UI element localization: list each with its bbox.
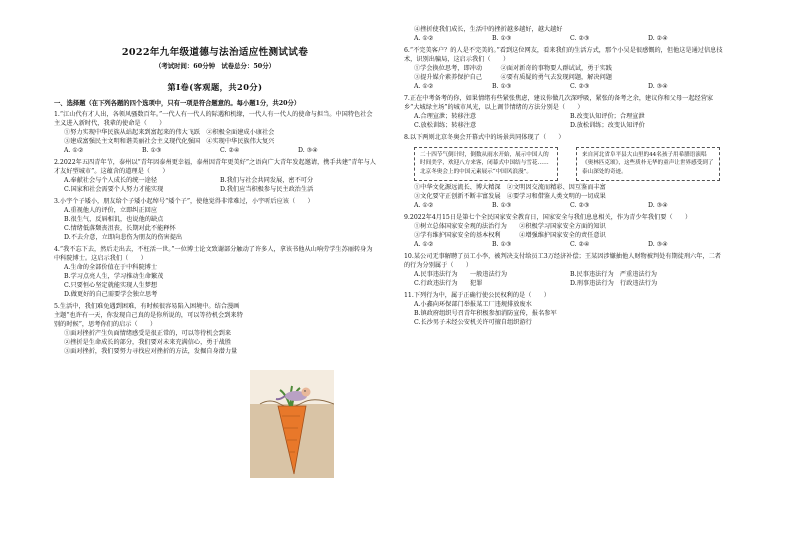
option-a[interactable]: A.重视他人的评价，立即纠正回应 <box>64 207 158 215</box>
left-column <box>54 0 376 357</box>
question-11 <box>404 292 726 328</box>
question-8 <box>404 134 726 211</box>
option-d[interactable]: D. ②④ <box>648 34 668 42</box>
question-stem: 11.下列行为中，属于正确行使公民权利的是（ ） <box>404 291 550 299</box>
option-a[interactable]: A. ①② <box>64 147 84 155</box>
option-d[interactable]: D. ③④ <box>648 82 668 90</box>
exam-title: 2022年九年级道德与法治适应性测试试卷 <box>121 47 309 58</box>
statement-line: ③面对挫折，我们要努力寻找应对挫折的方法，发掘自身潜力量 <box>64 347 238 355</box>
question-10 <box>404 253 726 289</box>
option-c[interactable]: C.只要恒心坚定就能实现人生梦想 <box>64 281 158 289</box>
question-6 <box>404 47 726 92</box>
statement-line: ③建成富强民主文明和谐美丽社会主义现代化强国 ④实现中华民族伟大复兴 <box>64 138 275 146</box>
option-d[interactable]: D.刑事违法行为 行政违法行为 <box>570 279 658 287</box>
option-d[interactable]: D.放松训练；改变认知评价 <box>570 121 645 129</box>
option-c[interactable]: C.国家和社会需要个人努力才能实现 <box>64 186 164 194</box>
question-5-continued <box>404 26 726 44</box>
option-b[interactable]: B. ①③ <box>142 147 162 155</box>
option-b[interactable]: B. ①③ <box>492 34 512 42</box>
material-box-2: 来自河北省阜平县大山里的44名孩子用希腊语演唱《奥林匹克颂》，这些质朴无华的童声让世界感受到了泰山深处的奇迹。 <box>576 147 720 181</box>
question-5 <box>54 303 376 357</box>
statement-line: ③文化要守正创新不断丰富发展 ④要学习和借鉴人类文明的一切成果 <box>414 192 606 200</box>
option-b[interactable]: B.改变认知评价；合理宣泄 <box>570 112 645 120</box>
option-c[interactable]: C.行政违法行为 犯罪 <box>414 279 483 287</box>
question-stem: 4.“我不忘下去，然后走出去，不枉活一世。”一位博士论文致谢部分触动了许多人，拿该书他从山响劳学生苏丽转身为中科院博士。这启示我们（ ） <box>54 245 373 262</box>
question-stem: 9.2022年4月15日是第七个全民国家安全教育日，国家安全与我们息息相关，作为青少年我们要（ ） <box>404 213 692 221</box>
option-c[interactable]: C.情绪低落颓丧沮丧，长期对此不能释怀 <box>64 225 176 233</box>
option-b[interactable]: B.我们与社会共同发展，密不可分 <box>220 177 314 185</box>
option-a[interactable]: A.民事违法行为 一般违法行为 <box>414 270 508 278</box>
option-d[interactable]: D.做更好的自己需要学会独立思考 <box>64 290 158 298</box>
option-a[interactable]: A. ①② <box>414 34 434 42</box>
section-one-heading: 一、选择题（在下列各题的四个选项中，只有一项是符合题意的。每小题1分，共20分） <box>54 100 301 108</box>
statement-line: ①学会换位思考，即冲动 ②面对新奇的事物要人群试试，勇于实践 <box>414 64 612 72</box>
option-c[interactable]: C.长沙男子未经公安机关许可擅自组织游行 <box>414 318 532 326</box>
cartoon-carrot-illustration <box>250 370 334 478</box>
question-stem: 8.以下两则北京冬奥会开幕式中的场景共同体现了（ ） <box>404 133 565 141</box>
question-9 <box>404 214 726 250</box>
question-7 <box>404 95 726 131</box>
option-b[interactable]: B.民事违法行为 严重违法行为 <box>570 270 657 278</box>
question-stem: 6.“不完美客户？的人是不完美的。”看到这位网友，看来我们的生活方式，那个小吴是很感慨的，但他这是通过信息技术，识别出骗局，这启示我们（ ） <box>404 46 723 63</box>
option-a[interactable]: A.小鑫向环保部门举报某工厂违规排放废水 <box>414 300 532 308</box>
option-b[interactable]: B.镇政府组织号召青年积极参加消防宣传，报名参军 <box>414 309 557 317</box>
option-c[interactable]: C. ②④ <box>570 240 590 248</box>
option-b[interactable]: B. ①③ <box>492 240 512 248</box>
statement-line: ③学有维护国家安全的基本权利 ④增强维护国家安全的责任意识 <box>414 231 606 239</box>
question-stem: 7.正在中考备考的你，如果情绪有些紧张焦虑，建议你做几次深呼吸，紧张的备考之余，建议你和父母一起经营家乡“大城绿主场”的城市风光，以上调节情绪的方法分别是（ ） <box>404 94 714 111</box>
statement-line: ③提升媒介素养保护自己 ④要有质疑的勇气去发现问题，解决问题 <box>414 73 612 81</box>
part-one-heading: 第Ⅰ卷(客观题，共20分) <box>167 82 263 93</box>
question-2 <box>54 159 376 195</box>
question-stem: 1.“江山代有才人出，各领风骚数百年。”一代人有一代人的际遇和机缘，一代人有一代人的使命与担当。中国特色社会主义进入新时代，我辈的使命是（ ） <box>54 111 373 128</box>
option-a[interactable]: A.合理宣泄；转移注意 <box>414 112 477 120</box>
option-a[interactable]: A.生命的全部价值在于中科院博士 <box>64 263 158 271</box>
option-b[interactable]: B.学习点亮人生，学习推动生命繁茂 <box>64 272 164 280</box>
option-c[interactable]: C. ②③ <box>570 201 590 209</box>
option-a[interactable]: A. ①② <box>414 240 434 248</box>
option-d[interactable]: D. ③④ <box>298 147 318 155</box>
question-stem: 3.小宇个子矮小，朋友给个子矮小起绰号“矮个子”，使他觉得非常难过，小宇听后应该（ ） <box>54 198 314 206</box>
statement-line: ①面对挫折产生负面情绪感受是很正常的，可以等待机会到来 <box>64 329 232 337</box>
question-stem: 10.某公司无事解聘了员工小李，被判决支付给员工3万经济补偿；王某因涉嫌抽他人财物被判处有期徒刑六年，二者的行为分别属于（ ） <box>404 252 721 269</box>
option-c[interactable]: C.放松训练；转移注意 <box>414 121 477 129</box>
statement-line: ①树立总体国家安全观的法治行为 ②积极学习国家安全方面的知识 <box>414 222 606 230</box>
option-d[interactable]: D. ③④ <box>648 201 668 209</box>
right-column <box>404 0 726 328</box>
option-c[interactable]: C. ②③ <box>570 34 590 42</box>
question-stem: 2.2022年五四青年节，泰州以“青年因泰州更幸福，泰州因青年更美好”之语向广大青年发起邀请，携手共建“青年与人才友好型城市”。这蕴含的道理是（ ） <box>54 159 376 176</box>
option-a[interactable]: A. ①② <box>414 82 434 90</box>
option-b[interactable]: B. ①③ <box>492 82 512 90</box>
statement-line: ①中华文化源远流长、博大精深 ②文明因交流而精彩、因互鉴而丰富 <box>414 183 606 191</box>
question-4 <box>54 246 376 300</box>
option-a[interactable]: A. ①② <box>414 201 434 209</box>
question-3 <box>54 198 376 243</box>
exam-subtitle: （考试时间：60分钟 试卷总分：50分） <box>154 61 276 70</box>
question-stem: 5.生活中，我们难免遇到困难，有时候很容易陷入困境中。结合漫画主题“也许有一天，你发现自己真的是你所说的，可以等待机会到来特别的时候”，思考你们的启示（ ） <box>54 302 243 328</box>
option-a[interactable]: A.奉献社会与个人成长的统一途径 <box>64 177 158 185</box>
option-b[interactable]: B. ①③ <box>492 201 512 209</box>
option-b[interactable]: B.很生气，反唇相讥，也说他的缺点 <box>64 216 164 224</box>
statement-line: ②挫折是生命成长的部分，我们要对未来充满信心，勇于战胜 <box>64 338 232 346</box>
question-1 <box>54 111 376 156</box>
option-d[interactable]: D. ③④ <box>648 240 668 248</box>
statement-line: ④挫折使我们成长，生活中的挫折越多越好，越大越好 <box>414 26 563 33</box>
option-c[interactable]: C. ②④ <box>220 147 240 155</box>
option-d[interactable]: D.我们应当积极参与民主政治生活 <box>220 186 314 194</box>
option-c[interactable]: C. ②③ <box>570 82 590 90</box>
material-box-1: 二十四节气倒计时，倒数从雨水开始，展示中国人的时间美学，欢迎八方来客，闭幕式中国结与雪花……北京冬奥会上的中国元素展示“中国风浪漫”。 <box>414 147 558 181</box>
option-d[interactable]: D.不去介意，立即向悲伤为朋友的伤害提出 <box>64 234 183 241</box>
statement-line: ①努力实现中华民族从站起来到富起来的伟大飞跃 ②积极全面建成小康社会 <box>64 129 275 137</box>
